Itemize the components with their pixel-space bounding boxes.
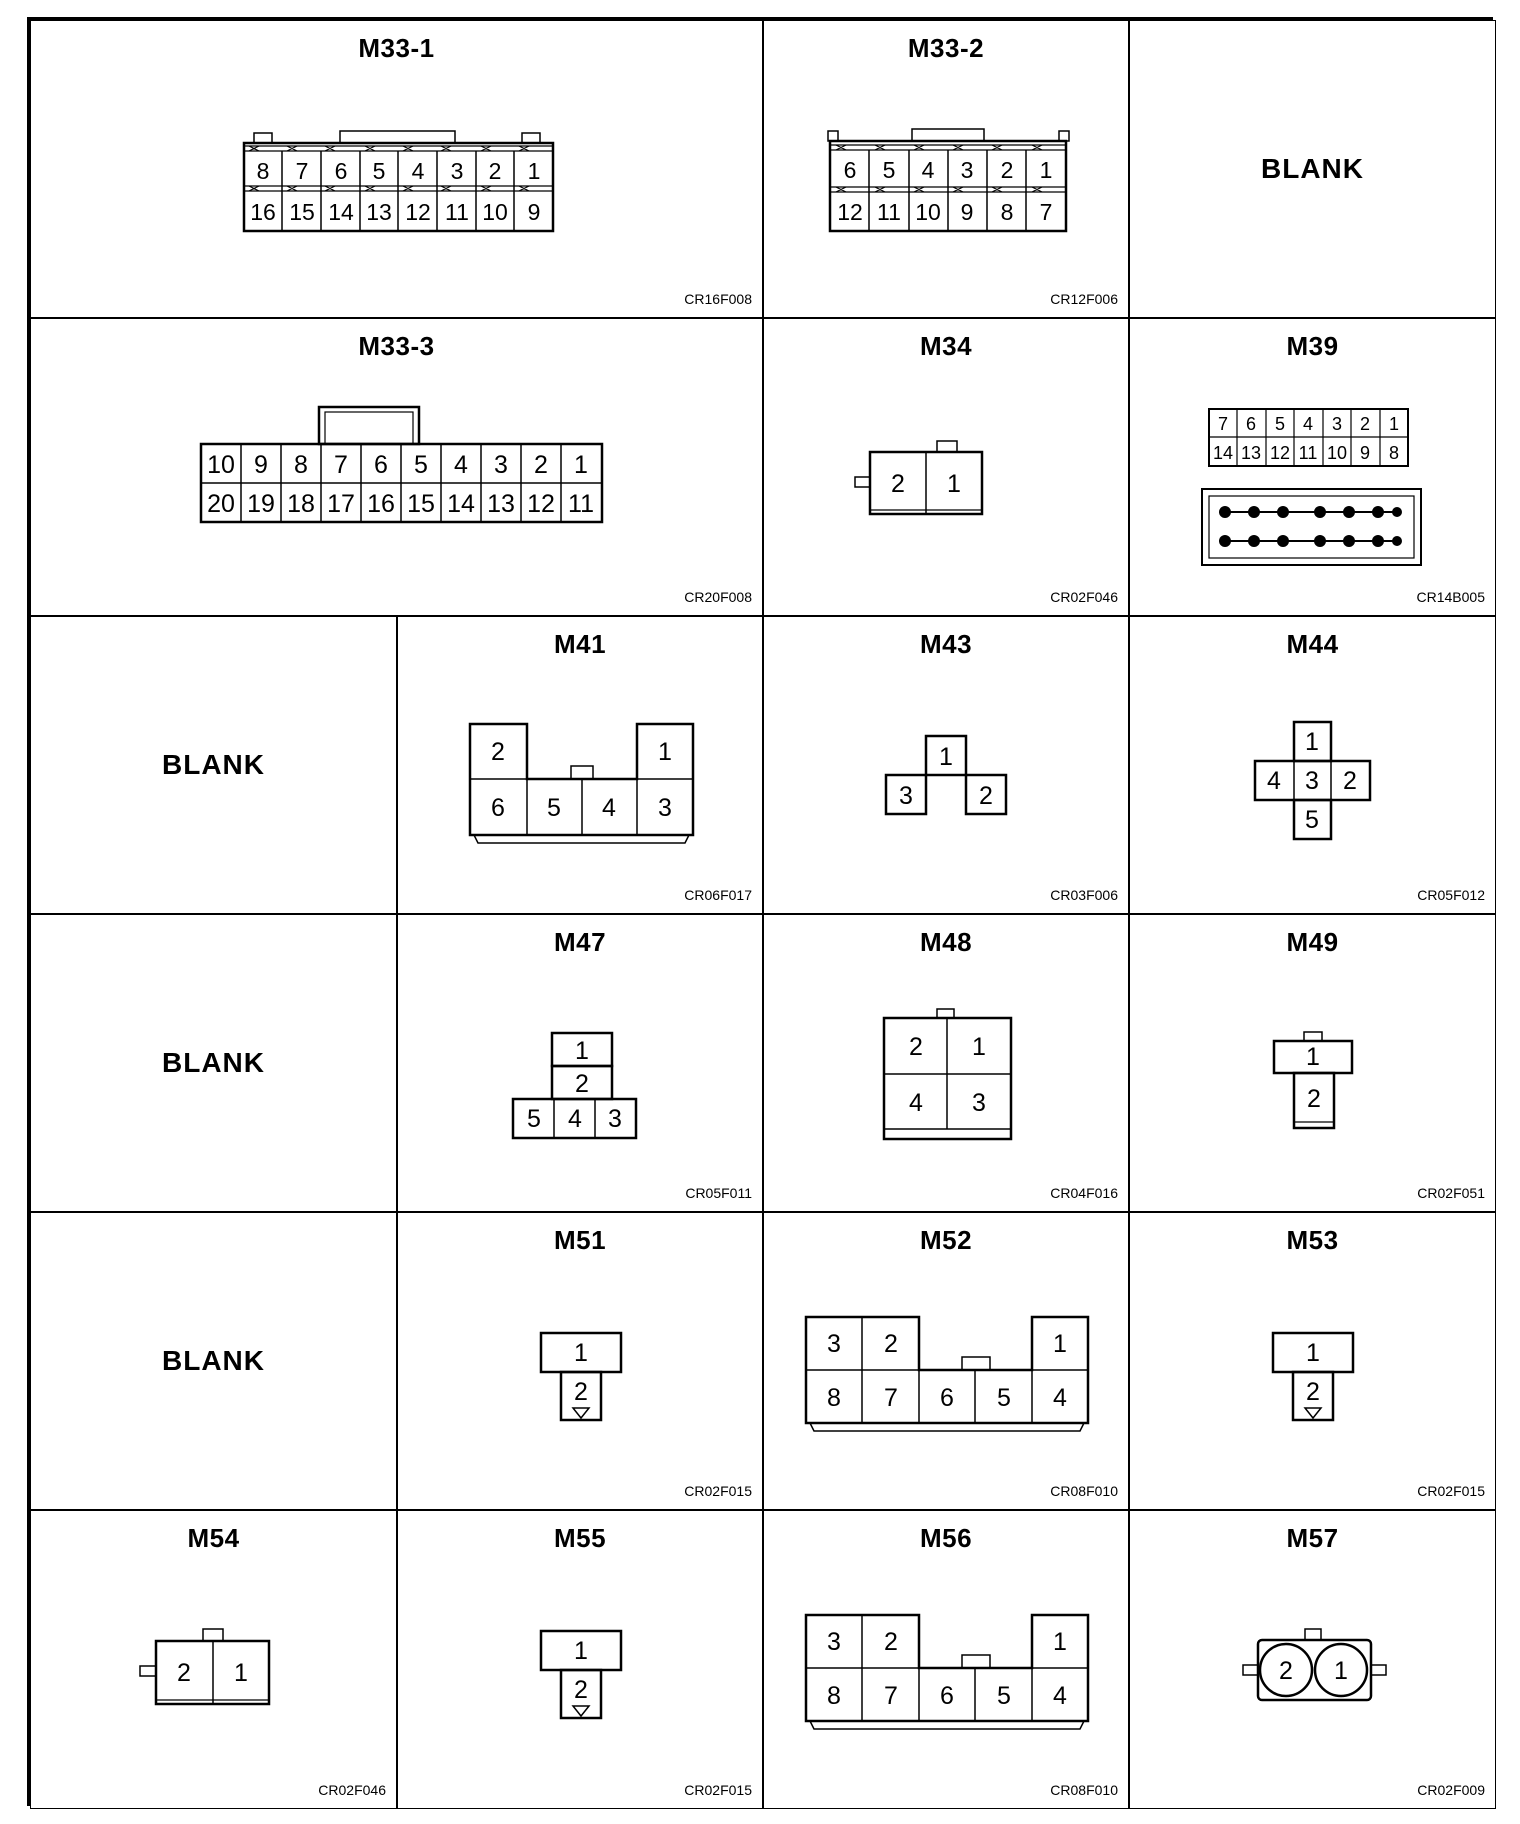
connector-m39	[1130, 319, 1496, 616]
cell-m44	[1129, 616, 1496, 914]
part-code: CR06F017	[684, 887, 752, 903]
pin: 2	[491, 738, 505, 766]
pin: 6	[940, 1384, 954, 1412]
pin: 4	[602, 794, 616, 822]
pin: 11	[568, 490, 594, 518]
part-code: CR12F006	[1050, 291, 1118, 307]
cell-m55	[397, 1510, 763, 1809]
pin: 4	[568, 1105, 582, 1133]
cell-m34	[763, 318, 1129, 616]
pin: 15	[289, 199, 315, 225]
cell-blank	[30, 1212, 397, 1510]
connector-title: M33-2	[907, 33, 985, 63]
pin: 2	[1279, 1657, 1293, 1685]
pin: 1	[234, 1659, 248, 1687]
pin: 3	[827, 1628, 841, 1656]
cell-m33-3	[30, 318, 763, 616]
pin: 3	[450, 158, 464, 184]
pin: 1	[1306, 1043, 1320, 1071]
connector-m33-2	[764, 21, 1129, 318]
pin: 14	[1212, 443, 1234, 463]
connector-m47	[398, 915, 763, 1212]
part-code: CR08F010	[1050, 1782, 1118, 1798]
blank-label: BLANK	[162, 1345, 265, 1376]
connector-m55	[398, 1511, 763, 1809]
pin: 4	[921, 157, 935, 183]
connector-m33-1	[31, 21, 763, 318]
pin: 13	[487, 490, 515, 518]
pin: 2	[884, 1330, 898, 1358]
connector-title: M53	[1286, 1225, 1339, 1255]
cell-m51	[397, 1212, 763, 1510]
pin: 1	[1053, 1628, 1067, 1656]
pin: 1	[658, 738, 672, 766]
connector-title: M51	[553, 1225, 607, 1255]
pin: 4	[1053, 1384, 1067, 1412]
pin: 2	[884, 1628, 898, 1656]
connector-m54	[31, 1511, 397, 1809]
connector-m33-3	[31, 319, 763, 616]
blank-label: BLANK	[162, 749, 265, 780]
pin: 5	[997, 1384, 1011, 1412]
pin-socket-grid	[1219, 506, 1402, 547]
pin: 9	[527, 199, 541, 225]
pin: 3	[899, 782, 913, 810]
cell-m53	[1129, 1212, 1496, 1510]
connector-m56	[764, 1511, 1129, 1809]
pin: 14	[328, 199, 354, 225]
cell-m57	[1129, 1510, 1496, 1809]
pin: 3	[1331, 414, 1343, 434]
blank-label: BLANK	[162, 1047, 265, 1078]
pin: 9	[254, 451, 268, 479]
part-code: CR14B005	[1416, 589, 1485, 605]
pin: 6	[940, 1682, 954, 1710]
pin: 2	[1307, 1085, 1321, 1113]
cell-blank	[30, 914, 397, 1212]
pin: 20	[207, 490, 235, 518]
blank-label: BLANK	[1261, 153, 1364, 184]
cell-blank	[1129, 20, 1496, 318]
part-code: CR02F046	[318, 1782, 386, 1798]
pin: 10	[1326, 443, 1348, 463]
pin: 2	[177, 1659, 191, 1687]
connector-title: M41	[553, 629, 607, 659]
connector-title: M47	[553, 927, 607, 957]
part-code: CR02F051	[1417, 1185, 1485, 1201]
pin: 1	[1053, 1330, 1067, 1358]
pin: 17	[327, 490, 355, 518]
pin: 2	[574, 1378, 588, 1406]
pin: 7	[295, 158, 309, 184]
connector-m49	[1130, 915, 1496, 1212]
pin: 1	[1334, 1657, 1348, 1685]
pin: 1	[972, 1033, 986, 1061]
pin: 18	[287, 490, 315, 518]
connector-m43	[764, 617, 1129, 914]
pin: 3	[608, 1105, 622, 1133]
pin: 2	[1359, 414, 1371, 434]
part-code: CR16F008	[684, 291, 752, 307]
cell-m33-1	[30, 20, 763, 318]
pin: 1	[947, 470, 961, 498]
cell-m47	[397, 914, 763, 1212]
pin: 1	[575, 1037, 589, 1065]
cell-m39	[1129, 318, 1496, 616]
pin: 12	[405, 199, 431, 225]
pin: 3	[1305, 767, 1319, 795]
cell-m54	[30, 1510, 397, 1809]
connector-m57	[1130, 1511, 1496, 1809]
connector-title: M48	[919, 927, 973, 957]
pin: 14	[447, 490, 475, 518]
pin: 5	[882, 157, 896, 183]
pin: 9	[1359, 443, 1371, 463]
pin: 9	[960, 199, 974, 225]
connector-m52	[764, 1213, 1129, 1510]
pin: 1	[1039, 157, 1053, 183]
pin: 12	[837, 199, 863, 225]
connector-title: M57	[1286, 1523, 1339, 1553]
pin: 1	[574, 1637, 588, 1665]
connector-sheet	[27, 17, 1493, 1806]
pin: 16	[250, 199, 276, 225]
pin: 1	[1388, 414, 1400, 434]
pin: 12	[527, 490, 555, 518]
pin: 3	[960, 157, 974, 183]
part-code: CR02F015	[1417, 1483, 1485, 1499]
connector-m51	[398, 1213, 763, 1510]
pin: 7	[334, 451, 348, 479]
pin: 13	[366, 199, 392, 225]
connector-title: M49	[1286, 927, 1339, 957]
pin: 6	[843, 157, 857, 183]
cell-m43	[763, 616, 1129, 914]
pin: 6	[374, 451, 388, 479]
pin: 1	[574, 1339, 588, 1367]
pin: 2	[574, 1676, 588, 1704]
connector-m41	[398, 617, 763, 914]
pin: 2	[891, 470, 905, 498]
pin: 2	[1000, 157, 1014, 183]
pin: 7	[1217, 414, 1229, 434]
part-code: CR02F009	[1417, 1782, 1485, 1798]
part-code: CR03F006	[1050, 887, 1118, 903]
connector-title: M34	[919, 331, 973, 361]
pin: 6	[1245, 414, 1257, 434]
part-code: CR02F046	[1050, 589, 1118, 605]
cell-m33-2	[763, 20, 1129, 318]
part-code: CR20F008	[684, 589, 752, 605]
pin: 5	[414, 451, 428, 479]
pin: 3	[972, 1089, 986, 1117]
part-code: CR02F015	[684, 1483, 752, 1499]
part-code: CR05F012	[1417, 887, 1485, 903]
pin: 2	[1306, 1378, 1320, 1406]
pin: 2	[488, 158, 502, 184]
pin: 12	[1269, 443, 1291, 463]
cell-m52	[763, 1212, 1129, 1510]
pin: 11	[1298, 443, 1318, 463]
pin: 3	[494, 451, 508, 479]
connector-title: M33-3	[358, 331, 435, 361]
pin: 1	[1305, 728, 1319, 756]
part-code: CR08F010	[1050, 1483, 1118, 1499]
cell-m41	[397, 616, 763, 914]
connector-title: M55	[553, 1523, 607, 1553]
pin: 4	[1302, 414, 1314, 434]
pin: 10	[482, 199, 508, 225]
connector-title: M44	[1286, 629, 1339, 659]
cell-blank	[30, 616, 397, 914]
pin: 11	[877, 199, 901, 225]
pin: 11	[445, 199, 469, 225]
pin: 8	[256, 158, 270, 184]
pin: 2	[575, 1070, 589, 1098]
pin: 4	[1267, 767, 1281, 795]
connector-m53	[1130, 1213, 1496, 1510]
pin: 5	[1305, 806, 1319, 834]
connector-title: M54	[187, 1523, 240, 1553]
connector-m44	[1130, 617, 1496, 914]
connector-title: M56	[919, 1523, 973, 1553]
pin: 8	[1388, 443, 1400, 463]
pin: 2	[534, 451, 548, 479]
pin: 10	[915, 199, 941, 225]
cell-m56	[763, 1510, 1129, 1809]
pin: 2	[979, 782, 993, 810]
connector-title: M39	[1286, 331, 1339, 361]
connector-title: M52	[919, 1225, 973, 1255]
pin: 7	[884, 1384, 898, 1412]
pin: 4	[1053, 1682, 1067, 1710]
pin: 8	[827, 1384, 841, 1412]
pin: 1	[574, 451, 588, 479]
pin: 1	[1306, 1339, 1320, 1367]
pin: 8	[294, 451, 308, 479]
connector-title: M33-1	[358, 33, 435, 63]
pin: 1	[939, 743, 953, 771]
pin: 4	[454, 451, 468, 479]
connector-title: M43	[919, 629, 973, 659]
pin: 6	[334, 158, 348, 184]
pin: 3	[658, 794, 672, 822]
pin: 4	[909, 1089, 923, 1117]
pin: 13	[1240, 443, 1262, 463]
pin: 4	[411, 158, 425, 184]
pin: 15	[407, 490, 435, 518]
pin: 16	[367, 490, 395, 518]
pin: 10	[207, 451, 235, 479]
connector-m34	[764, 319, 1129, 616]
part-code: CR05F011	[685, 1185, 752, 1201]
pin: 5	[547, 794, 561, 822]
pin: 5	[1274, 414, 1286, 434]
pin: 5	[527, 1105, 541, 1133]
pin: 7	[1039, 199, 1053, 225]
pin: 2	[1343, 767, 1357, 795]
pin: 19	[247, 490, 275, 518]
pin: 6	[491, 794, 505, 822]
pin: 7	[884, 1682, 898, 1710]
pin: 5	[997, 1682, 1011, 1710]
pin: 8	[1000, 199, 1014, 225]
pin: 2	[909, 1033, 923, 1061]
pin: 1	[527, 158, 541, 184]
pin: 5	[372, 158, 386, 184]
cell-m49	[1129, 914, 1496, 1212]
part-code: CR04F016	[1050, 1185, 1118, 1201]
pin: 3	[827, 1330, 841, 1358]
pin: 8	[827, 1682, 841, 1710]
part-code: CR02F015	[684, 1782, 752, 1798]
connector-m48	[764, 915, 1129, 1212]
cell-m48	[763, 914, 1129, 1212]
